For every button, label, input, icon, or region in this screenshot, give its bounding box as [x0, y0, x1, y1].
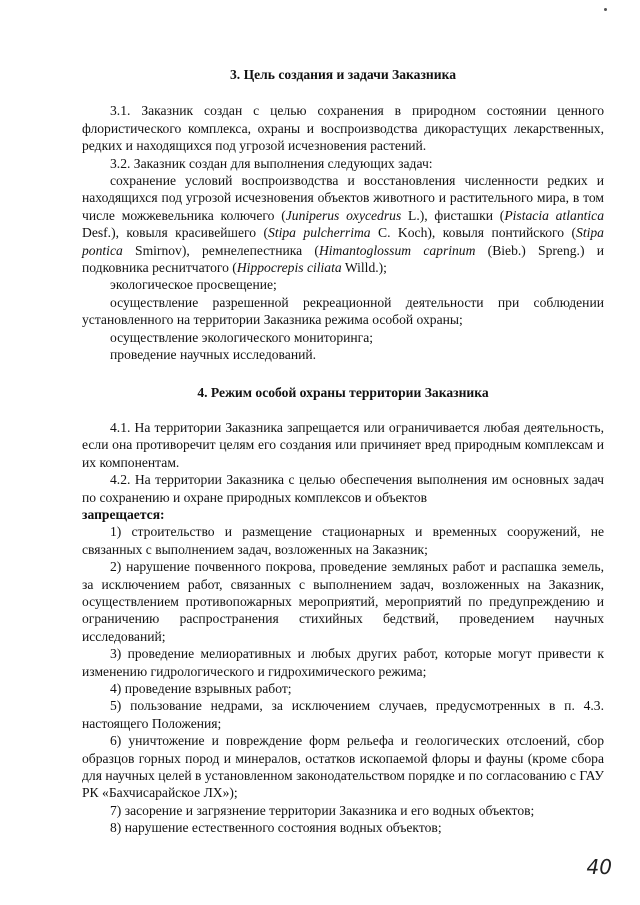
paragraph-4-2: 4.2. На территории Заказника с целью обеспечения выполнения им основных задач по сохранению и охране природных комплексов и объектов — [82, 472, 604, 505]
task-conservation — [82, 172, 604, 276]
list-item: 4) проведение взрывных работ; — [110, 681, 292, 696]
species-name: Stipa pulcherrima — [268, 225, 371, 241]
list-item: 5) пользование недрами, за исключением случаев, предусмотренных в п. 4.3. настоящего Положения; — [82, 698, 604, 731]
list-item: 2) нарушение почвенного покрова, проведение земляных работ и распашка земель, за исключением работ, связанных с выполнением задач, возложенных на Заказник, осуществлением противопожарных мероприятий, мероприятий по предупреждению и ограничению распространения стихийных бедствий, проведением научных исследований; — [82, 559, 604, 644]
task-recreation: осуществление разрешенной рекреационной деятельности при соблюдении установленного на территории Заказника режима особой охраны; — [82, 294, 604, 328]
task-monitoring: осуществление экологического мониторинга; — [110, 329, 374, 345]
task-text: Desf.), ковыля красивейшего ( — [82, 225, 269, 241]
species-name: Stipa pontica — [82, 225, 604, 258]
list-item: 1) строительство и размещение стационарных и временных сооружений, не связанных с выполнением задач, возложенных на Заказник; — [82, 524, 604, 557]
paragraph-3-1: 3.1. Заказник создан с целью сохранения в природном состоянии ценного флористического комплекса, охраны и воспроизводства дикорастущих лекарственных, редких и находящихся под угрозой исчезновения растений. — [82, 103, 604, 154]
species-name: Himantoglossum caprinum — [318, 242, 476, 258]
list-item: 3) проведение мелиоративных и любых других работ, которые могут привести к изменению гидрологического и гидрохимического режима; — [82, 646, 604, 679]
task-text: (Bieb.) Spreng.) и подковника реснитчатого ( — [82, 242, 604, 276]
task-text: сохранение условий воспроизводства и восстановления численности редких и находящихся под угрозой исчезновения объектов животного и растительного мира, в том числе можжевельника колючего ( — [82, 173, 604, 223]
paragraph-3-2: 3.2. Заказник создан для выполнения следующих задач: — [110, 155, 433, 171]
list-item: 6) уничтожение и повреждение форм рельефа и геологических отслоений, сбор образцов горных пород и минералов, остатков ископаемой флоры и фауны (кроме сбора для научных целей в установленном законодательством порядке и по согласованию с ГАУ РК «Бахчисарайское ЛХ»); — [82, 733, 604, 801]
task-text: L.), фисташки ( — [401, 207, 505, 223]
list-item: 8) нарушение естественного состояния водных объектов; — [110, 820, 442, 836]
section-4-title: 4. Режим особой охраны территории Заказника — [197, 384, 489, 400]
species-name: Pistacia atlantica — [504, 207, 605, 223]
task-text: C. Koch), ковыля понтийского ( — [370, 225, 577, 241]
prohibited-label: запрещается: — [82, 506, 165, 522]
scan-speck — [604, 8, 607, 11]
task-text: Willd.); — [341, 260, 387, 276]
task-education: экологическое просвещение; — [110, 277, 277, 293]
paragraph-4-1: 4.1. На территории Заказника запрещается или ограничивается любая деятельность, если она противоречит целям его создания или причиняет вред природным комплексам и их компонентам. — [82, 419, 604, 470]
page-number: 40 — [586, 855, 612, 879]
species-name: Hippocrepis ciliata — [236, 260, 342, 276]
task-research: проведение научных исследований. — [110, 347, 317, 363]
species-name: Juniperus oxycedrus — [285, 207, 402, 223]
task-text: Smirnov), ремнелепестника ( — [122, 242, 319, 258]
list-item: 7) засорение и загрязнение территории Заказника и его водных объектов; — [110, 802, 535, 818]
document-content — [82, 60, 604, 837]
section-3-title: 3. Цель создания и задачи Заказника — [229, 67, 456, 82]
